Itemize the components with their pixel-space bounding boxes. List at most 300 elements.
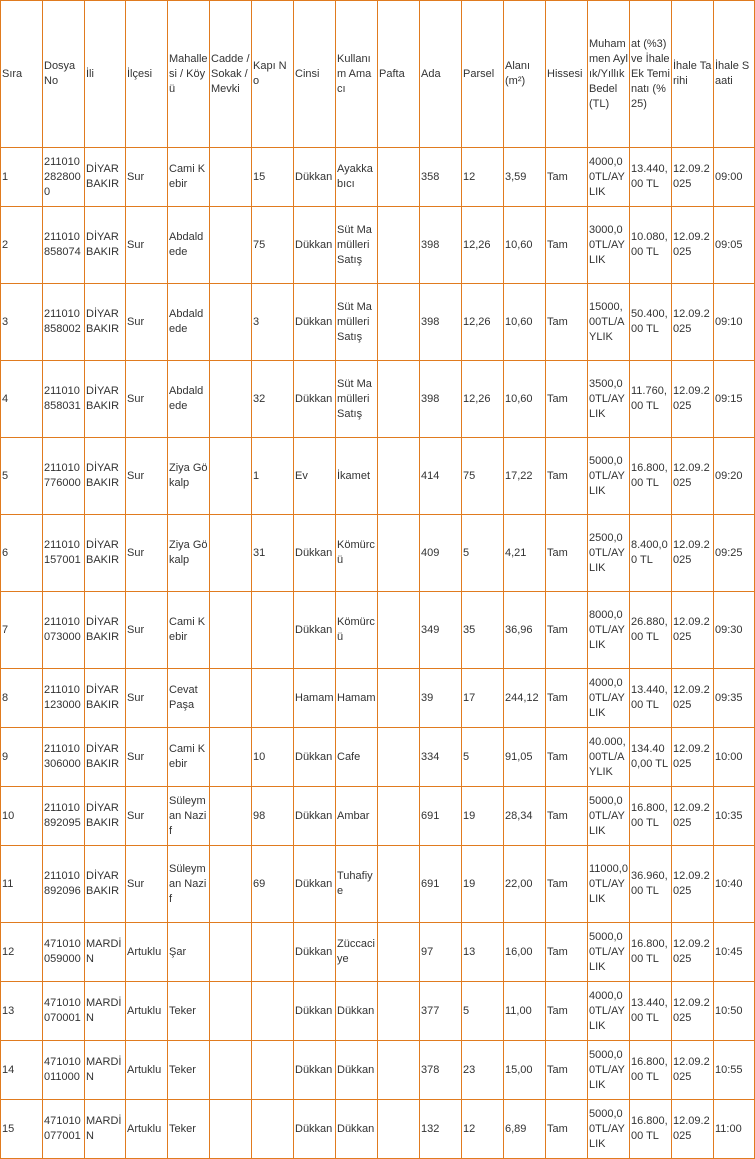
cell-ihale-saati: 09:00 xyxy=(714,148,755,207)
cell-kullanim-amaci: Kömürcü xyxy=(336,592,378,669)
cell-cadde xyxy=(210,787,252,846)
cell-mahalle: Cami Kebir xyxy=(168,728,210,787)
cell-dosya-no: 211010123000 xyxy=(43,669,85,728)
cell-pafta xyxy=(378,284,420,361)
cell-il: DİYARBAKIR xyxy=(85,438,126,515)
cell-ada: 378 xyxy=(420,1041,462,1100)
cell-ihale-saati: 09:30 xyxy=(714,592,755,669)
cell-ihale-saati: 09:20 xyxy=(714,438,755,515)
cell-ihale-saati: 10:45 xyxy=(714,923,755,982)
cell-teminat: 10.080,00 TL xyxy=(630,207,672,284)
cell-kullanim-amaci: Dükkan xyxy=(336,982,378,1041)
cell-ilce: Sur xyxy=(126,148,168,207)
cell-kapi-no: 1 xyxy=(252,438,294,515)
cell-dosya-no: 471010059000 xyxy=(43,923,85,982)
cell-teminat: 8.400,00 TL xyxy=(630,515,672,592)
cell-parsel: 12,26 xyxy=(462,207,504,284)
cell-cadde xyxy=(210,728,252,787)
cell-muhammen-bedel: 4000,00TL/AYLIK xyxy=(588,148,630,207)
cell-muhammen-bedel: 2500,00TL/AYLIK xyxy=(588,515,630,592)
cell-cinsi: Ev xyxy=(294,438,336,515)
column-header-pafta: Pafta xyxy=(378,1,420,148)
cell-kullanim-amaci: Kömürcü xyxy=(336,515,378,592)
cell-alan: 11,00 xyxy=(504,982,546,1041)
cell-il: MARDİN xyxy=(85,1100,126,1159)
cell-teminat: 13.440,00 TL xyxy=(630,148,672,207)
table-row xyxy=(1,669,755,728)
cell-dosya-no: 211010892095 xyxy=(43,787,85,846)
cell-dosya-no: 471010077001 xyxy=(43,1100,85,1159)
cell-ihale-tarihi: 12.09.2025 xyxy=(672,515,714,592)
cell-ilce: Sur xyxy=(126,669,168,728)
cell-sira: 10 xyxy=(1,787,43,846)
cell-pafta xyxy=(378,1041,420,1100)
cell-hisse: Tam xyxy=(546,438,588,515)
cell-muhammen-bedel: 40.000,00TL/AYLIK xyxy=(588,728,630,787)
cell-mahalle: Abdaldede xyxy=(168,284,210,361)
cell-ilce: Sur xyxy=(126,438,168,515)
cell-mahalle: Ziya Gökalp xyxy=(168,515,210,592)
cell-ilce: Sur xyxy=(126,592,168,669)
cell-il: MARDİN xyxy=(85,1041,126,1100)
cell-ilce: Sur xyxy=(126,515,168,592)
cell-ihale-tarihi: 12.09.2025 xyxy=(672,438,714,515)
cell-teminat: 50.400,00 TL xyxy=(630,284,672,361)
cell-muhammen-bedel: 3500,00TL/AYLIK xyxy=(588,361,630,438)
table-row xyxy=(1,148,755,207)
cell-cinsi: Hamam xyxy=(294,669,336,728)
cell-dosya-no: 211010858002 xyxy=(43,284,85,361)
cell-parsel: 23 xyxy=(462,1041,504,1100)
cell-ihale-saati: 09:25 xyxy=(714,515,755,592)
cell-teminat: 16.800,00 TL xyxy=(630,787,672,846)
cell-cadde xyxy=(210,982,252,1041)
cell-pafta xyxy=(378,438,420,515)
cell-teminat: 26.880,00 TL xyxy=(630,592,672,669)
cell-il: DİYARBAKIR xyxy=(85,515,126,592)
cell-alan: 10,60 xyxy=(504,284,546,361)
cell-kapi-no: 3 xyxy=(252,284,294,361)
cell-cinsi: Dükkan xyxy=(294,923,336,982)
cell-dosya-no: 211010892096 xyxy=(43,846,85,923)
cell-cadde xyxy=(210,592,252,669)
cell-kullanim-amaci: Cafe xyxy=(336,728,378,787)
cell-parsel: 12,26 xyxy=(462,361,504,438)
table-header-row xyxy=(1,1,755,148)
cell-dosya-no: 211010073000 xyxy=(43,592,85,669)
cell-hisse: Tam xyxy=(546,207,588,284)
cell-kullanim-amaci: Züccaciye xyxy=(336,923,378,982)
cell-hisse: Tam xyxy=(546,592,588,669)
cell-il: DİYARBAKIR xyxy=(85,669,126,728)
cell-cadde xyxy=(210,669,252,728)
table-row xyxy=(1,592,755,669)
cell-il: DİYARBAKIR xyxy=(85,728,126,787)
cell-ada: 398 xyxy=(420,361,462,438)
cell-alan: 3,59 xyxy=(504,148,546,207)
cell-cinsi: Dükkan xyxy=(294,1041,336,1100)
cell-hisse: Tam xyxy=(546,361,588,438)
cell-dosya-no: 211010858074 xyxy=(43,207,85,284)
cell-ada: 691 xyxy=(420,787,462,846)
table-row xyxy=(1,1041,755,1100)
cell-kullanim-amaci: Süt Mamülleri Satış xyxy=(336,361,378,438)
cell-cinsi: Dükkan xyxy=(294,148,336,207)
cell-alan: 91,05 xyxy=(504,728,546,787)
cell-cinsi: Dükkan xyxy=(294,846,336,923)
cell-teminat: 16.800,00 TL xyxy=(630,1041,672,1100)
cell-ada: 358 xyxy=(420,148,462,207)
table-row xyxy=(1,846,755,923)
cell-cadde xyxy=(210,361,252,438)
cell-muhammen-bedel: 15000,00TL/AYLIK xyxy=(588,284,630,361)
cell-ihale-tarihi: 12.09.2025 xyxy=(672,923,714,982)
cell-pafta xyxy=(378,669,420,728)
cell-parsel: 19 xyxy=(462,787,504,846)
cell-kullanim-amaci: Dükkan xyxy=(336,1041,378,1100)
cell-teminat: 13.440,00 TL xyxy=(630,982,672,1041)
cell-ilce: Sur xyxy=(126,787,168,846)
cell-cadde xyxy=(210,923,252,982)
cell-sira: 5 xyxy=(1,438,43,515)
cell-kapi-no: 15 xyxy=(252,148,294,207)
cell-sira: 3 xyxy=(1,284,43,361)
cell-dosya-no: 2110102828000 xyxy=(43,148,85,207)
cell-pafta xyxy=(378,148,420,207)
table-row xyxy=(1,438,755,515)
cell-sira: 12 xyxy=(1,923,43,982)
cell-cinsi: Dükkan xyxy=(294,1100,336,1159)
cell-cadde xyxy=(210,515,252,592)
cell-ada: 377 xyxy=(420,982,462,1041)
cell-mahalle: Süleyman Nazif xyxy=(168,846,210,923)
cell-cinsi: Dükkan xyxy=(294,284,336,361)
cell-sira: 11 xyxy=(1,846,43,923)
table-row xyxy=(1,207,755,284)
cell-cadde xyxy=(210,148,252,207)
cell-mahalle: Teker xyxy=(168,982,210,1041)
cell-parsel: 12 xyxy=(462,148,504,207)
column-header-cadde: Cadde / Sokak / Mevki xyxy=(210,1,252,148)
cell-alan: 10,60 xyxy=(504,361,546,438)
column-header-ihale-saati: İhale Saati xyxy=(714,1,755,148)
cell-muhammen-bedel: 5000,00TL/AYLIK xyxy=(588,923,630,982)
cell-kullanim-amaci: İkamet xyxy=(336,438,378,515)
table-row xyxy=(1,787,755,846)
cell-ilce: Artuklu xyxy=(126,923,168,982)
cell-hisse: Tam xyxy=(546,1041,588,1100)
column-header-dosya-no: Dosya No xyxy=(43,1,85,148)
cell-pafta xyxy=(378,728,420,787)
cell-ada: 39 xyxy=(420,669,462,728)
cell-teminat: 16.800,00 TL xyxy=(630,1100,672,1159)
cell-muhammen-bedel: 4000,00TL/AYLIK xyxy=(588,669,630,728)
cell-il: DİYARBAKIR xyxy=(85,361,126,438)
cell-pafta xyxy=(378,515,420,592)
cell-hisse: Tam xyxy=(546,515,588,592)
cell-hisse: Tam xyxy=(546,284,588,361)
cell-parsel: 19 xyxy=(462,846,504,923)
cell-il: MARDİN xyxy=(85,982,126,1041)
cell-mahalle: Abdaldede xyxy=(168,361,210,438)
cell-ada: 398 xyxy=(420,284,462,361)
cell-cinsi: Dükkan xyxy=(294,982,336,1041)
cell-ihale-tarihi: 12.09.2025 xyxy=(672,1100,714,1159)
cell-parsel: 12 xyxy=(462,1100,504,1159)
cell-dosya-no: 211010776000 xyxy=(43,438,85,515)
cell-ada: 334 xyxy=(420,728,462,787)
cell-ada: 132 xyxy=(420,1100,462,1159)
cell-parsel: 17 xyxy=(462,669,504,728)
cell-alan: 15,00 xyxy=(504,1041,546,1100)
cell-pafta xyxy=(378,787,420,846)
cell-kapi-no: 75 xyxy=(252,207,294,284)
cell-kapi-no: 98 xyxy=(252,787,294,846)
cell-cinsi: Dükkan xyxy=(294,728,336,787)
cell-hisse: Tam xyxy=(546,728,588,787)
cell-ada: 398 xyxy=(420,207,462,284)
cell-ada: 414 xyxy=(420,438,462,515)
cell-muhammen-bedel: 5000,00TL/AYLIK xyxy=(588,787,630,846)
cell-sira: 14 xyxy=(1,1041,43,1100)
cell-pafta xyxy=(378,361,420,438)
cell-sira: 1 xyxy=(1,148,43,207)
cell-pafta xyxy=(378,982,420,1041)
cell-pafta xyxy=(378,207,420,284)
cell-parsel: 35 xyxy=(462,592,504,669)
cell-il: DİYARBAKIR xyxy=(85,207,126,284)
cell-alan: 17,22 xyxy=(504,438,546,515)
cell-hisse: Tam xyxy=(546,923,588,982)
cell-mahalle: Abdaldede xyxy=(168,207,210,284)
table-row xyxy=(1,728,755,787)
cell-hisse: Tam xyxy=(546,787,588,846)
cell-sira: 4 xyxy=(1,361,43,438)
cell-ada: 97 xyxy=(420,923,462,982)
cell-ada: 349 xyxy=(420,592,462,669)
cell-ihale-saati: 10:00 xyxy=(714,728,755,787)
cell-alan: 28,34 xyxy=(504,787,546,846)
cell-ada: 691 xyxy=(420,846,462,923)
column-header-sira: Sıra xyxy=(1,1,43,148)
cell-il: DİYARBAKIR xyxy=(85,148,126,207)
cell-muhammen-bedel: 8000,00TL/AYLIK xyxy=(588,592,630,669)
cell-il: DİYARBAKIR xyxy=(85,284,126,361)
cell-ihale-tarihi: 12.09.2025 xyxy=(672,148,714,207)
cell-teminat: 16.800,00 TL xyxy=(630,923,672,982)
cell-kapi-no xyxy=(252,982,294,1041)
cell-alan: 36,96 xyxy=(504,592,546,669)
cell-ihale-tarihi: 12.09.2025 xyxy=(672,592,714,669)
cell-cinsi: Dükkan xyxy=(294,592,336,669)
cell-kapi-no xyxy=(252,1100,294,1159)
cell-alan: 22,00 xyxy=(504,846,546,923)
cell-ihale-saati: 09:35 xyxy=(714,669,755,728)
cell-parsel: 5 xyxy=(462,515,504,592)
table-row xyxy=(1,923,755,982)
cell-muhammen-bedel: 3000,00TL/AYLIK xyxy=(588,207,630,284)
cell-ihale-tarihi: 12.09.2025 xyxy=(672,728,714,787)
cell-teminat: 134.400,00 TL xyxy=(630,728,672,787)
cell-kullanim-amaci: Ambar xyxy=(336,787,378,846)
cell-ilce: Sur xyxy=(126,284,168,361)
cell-ihale-tarihi: 12.09.2025 xyxy=(672,284,714,361)
cell-parsel: 75 xyxy=(462,438,504,515)
cell-mahalle: Cevat Paşa xyxy=(168,669,210,728)
cell-kullanim-amaci: Dükkan xyxy=(336,1100,378,1159)
cell-hisse: Tam xyxy=(546,846,588,923)
cell-pafta xyxy=(378,846,420,923)
cell-mahalle: Ziya Gökalp xyxy=(168,438,210,515)
cell-kullanim-amaci: Hamam xyxy=(336,669,378,728)
cell-hisse: Tam xyxy=(546,1100,588,1159)
cell-ilce: Sur xyxy=(126,207,168,284)
cell-mahalle: Teker xyxy=(168,1041,210,1100)
column-header-parsel: Parsel xyxy=(462,1,504,148)
column-header-il: İli xyxy=(85,1,126,148)
cell-ihale-tarihi: 12.09.2025 xyxy=(672,982,714,1041)
cell-ihale-saati: 10:55 xyxy=(714,1041,755,1100)
cell-cinsi: Dükkan xyxy=(294,515,336,592)
cell-kapi-no: 32 xyxy=(252,361,294,438)
column-header-ada: Ada xyxy=(420,1,462,148)
cell-sira: 9 xyxy=(1,728,43,787)
cell-cadde xyxy=(210,1041,252,1100)
cell-pafta xyxy=(378,923,420,982)
cell-hisse: Tam xyxy=(546,669,588,728)
cell-muhammen-bedel: 5000,00TL/AYLIK xyxy=(588,1041,630,1100)
column-header-alan: Alanı (m²) xyxy=(504,1,546,148)
cell-muhammen-bedel: 11000,00TL/AYLIK xyxy=(588,846,630,923)
column-header-teminat: at (%3) ve İhale Ek Teminatı (%25) xyxy=(630,1,672,148)
column-header-kapi-no: Kapı No xyxy=(252,1,294,148)
cell-cinsi: Dükkan xyxy=(294,787,336,846)
cell-sira: 7 xyxy=(1,592,43,669)
cell-sira: 2 xyxy=(1,207,43,284)
cell-dosya-no: 471010011000 xyxy=(43,1041,85,1100)
cell-hisse: Tam xyxy=(546,148,588,207)
cell-sira: 13 xyxy=(1,982,43,1041)
column-header-cinsi: Cinsi xyxy=(294,1,336,148)
cell-mahalle: Teker xyxy=(168,1100,210,1159)
cell-muhammen-bedel: 5000,00TL/AYLIK xyxy=(588,1100,630,1159)
table-row xyxy=(1,515,755,592)
table-row xyxy=(1,361,755,438)
column-header-mahalle: Mahallesi / Köyü xyxy=(168,1,210,148)
cell-ihale-tarihi: 12.09.2025 xyxy=(672,787,714,846)
cell-ilce: Artuklu xyxy=(126,982,168,1041)
column-header-muhammen-bedel: Muhammen Aylık/Yıllık Bedel (TL) xyxy=(588,1,630,148)
column-header-kullanim-amaci: Kullanım Amacı xyxy=(336,1,378,148)
cell-cadde xyxy=(210,846,252,923)
cell-kapi-no: 69 xyxy=(252,846,294,923)
cell-kapi-no xyxy=(252,592,294,669)
cell-sira: 15 xyxy=(1,1100,43,1159)
cell-alan: 244,12 xyxy=(504,669,546,728)
cell-muhammen-bedel: 5000,00TL/AYLIK xyxy=(588,438,630,515)
cell-mahalle: Şar xyxy=(168,923,210,982)
cell-il: MARDİN xyxy=(85,923,126,982)
cell-hisse: Tam xyxy=(546,982,588,1041)
cell-ihale-tarihi: 12.09.2025 xyxy=(672,669,714,728)
cell-parsel: 12,26 xyxy=(462,284,504,361)
cell-dosya-no: 211010157001 xyxy=(43,515,85,592)
cell-cadde xyxy=(210,284,252,361)
cell-ihale-saati: 09:10 xyxy=(714,284,755,361)
cell-ihale-saati: 09:05 xyxy=(714,207,755,284)
cell-cinsi: Dükkan xyxy=(294,361,336,438)
cell-ilce: Sur xyxy=(126,361,168,438)
cell-ilce: Artuklu xyxy=(126,1100,168,1159)
cell-ihale-saati: 09:15 xyxy=(714,361,755,438)
cell-dosya-no: 211010858031 xyxy=(43,361,85,438)
table-row xyxy=(1,284,755,361)
cell-sira: 6 xyxy=(1,515,43,592)
cell-ihale-tarihi: 12.09.2025 xyxy=(672,846,714,923)
column-header-ihale-tarihi: İhale Tarihi xyxy=(672,1,714,148)
cell-ihale-saati: 10:40 xyxy=(714,846,755,923)
cell-ihale-tarihi: 12.09.2025 xyxy=(672,1041,714,1100)
table-row xyxy=(1,982,755,1041)
cell-il: DİYARBAKIR xyxy=(85,592,126,669)
cell-ilce: Sur xyxy=(126,728,168,787)
cell-kapi-no: 31 xyxy=(252,515,294,592)
cell-sira: 8 xyxy=(1,669,43,728)
cell-kapi-no: 10 xyxy=(252,728,294,787)
cell-muhammen-bedel: 4000,00TL/AYLIK xyxy=(588,982,630,1041)
cell-alan: 10,60 xyxy=(504,207,546,284)
column-header-hisse: Hissesi xyxy=(546,1,588,148)
cell-alan: 16,00 xyxy=(504,923,546,982)
cell-parsel: 5 xyxy=(462,982,504,1041)
cell-ihale-saati: 11:00 xyxy=(714,1100,755,1159)
cell-ihale-saati: 10:50 xyxy=(714,982,755,1041)
cell-kullanim-amaci: Tuhafiye xyxy=(336,846,378,923)
cell-kullanim-amaci: Ayakkabıcı xyxy=(336,148,378,207)
cell-parsel: 13 xyxy=(462,923,504,982)
cell-alan: 6,89 xyxy=(504,1100,546,1159)
cell-teminat: 13.440,00 TL xyxy=(630,669,672,728)
cell-pafta xyxy=(378,1100,420,1159)
cell-ihale-tarihi: 12.09.2025 xyxy=(672,207,714,284)
cell-kapi-no xyxy=(252,1041,294,1100)
cell-ilce: Sur xyxy=(126,846,168,923)
cell-cinsi: Dükkan xyxy=(294,207,336,284)
cell-cadde xyxy=(210,438,252,515)
column-header-ilce: İlçesi xyxy=(126,1,168,148)
cell-mahalle: Süleyman Nazif xyxy=(168,787,210,846)
cell-kapi-no xyxy=(252,669,294,728)
cell-mahalle: Cami Kebir xyxy=(168,592,210,669)
cell-il: DİYARBAKIR xyxy=(85,787,126,846)
cell-ihale-tarihi: 12.09.2025 xyxy=(672,361,714,438)
cell-dosya-no: 211010306000 xyxy=(43,728,85,787)
cell-cadde xyxy=(210,1100,252,1159)
cell-pafta xyxy=(378,592,420,669)
cell-teminat: 11.760,00 TL xyxy=(630,361,672,438)
cell-parsel: 5 xyxy=(462,728,504,787)
table-row xyxy=(1,1100,755,1159)
cell-kullanim-amaci: Süt Mamülleri Satış xyxy=(336,284,378,361)
cell-kapi-no xyxy=(252,923,294,982)
cell-kullanim-amaci: Süt Mamülleri Satış xyxy=(336,207,378,284)
cell-dosya-no: 471010070001 xyxy=(43,982,85,1041)
cell-alan: 4,21 xyxy=(504,515,546,592)
cell-ihale-saati: 10:35 xyxy=(714,787,755,846)
cell-mahalle: Cami Kebir xyxy=(168,148,210,207)
cell-ada: 409 xyxy=(420,515,462,592)
cell-il: DİYARBAKIR xyxy=(85,846,126,923)
